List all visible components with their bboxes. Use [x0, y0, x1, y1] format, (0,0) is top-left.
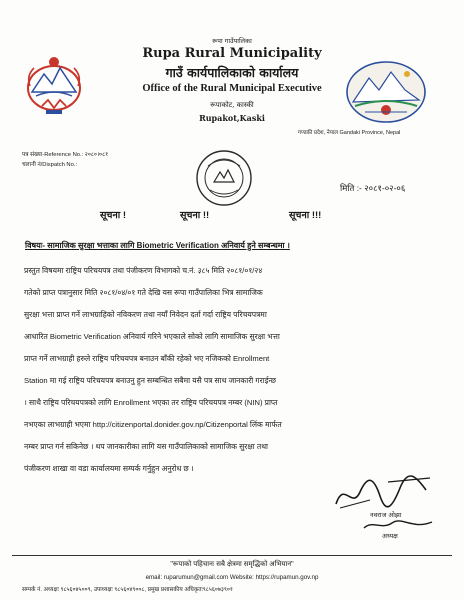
footer-phones: सम्पर्क नं. अध्यक्षः ९८५६०४५००९, उपाध्यक्षः ९८५६०४९००८, प्रमुख प्रशासकीय अधिकृतः९८५६०७३९०१	[22, 587, 233, 593]
reference-number: पत्र संख्या-Reference No.: २०८०।०८१	[22, 152, 109, 158]
municipality-name-en: Rupa Rural Municipality	[142, 46, 322, 61]
notice-word-1: सूचना !	[100, 210, 126, 221]
letter-date: मिति :- २०८१-०२-०६	[340, 183, 406, 193]
body-line: सुरक्षा भत्ता प्राप्त गर्ने लाभग्राहिको नविकरण तथा नयाँ निवेदन दर्ता गर्दा राष्ट्रिय परिचयपत्रमा	[24, 310, 267, 319]
municipality-name-np: गाउँ कार्यपालिकाको कार्यालय	[165, 65, 299, 80]
body-line: नभएका लाभग्राही भएमा http://citizenportal.donider.gov.np/Citizenportal लिंक मार्फत	[24, 420, 282, 429]
body-line: गतेको प्राप्त पत्रानुसार मिति २०८१/०४/०१ गते देखि यस रूपा गाउँपालिका भित्र सामाजिक	[24, 288, 263, 297]
office-name-en: Office of the Rural Municipal Executive	[142, 83, 322, 94]
province-text: गण्डकी प्रदेश, नेपाल Gandaki Province, Nepal	[298, 130, 401, 136]
notice-word-2: सूचना !!	[180, 210, 210, 221]
header-small-nepali: रूपा गाउँपालिका	[212, 37, 252, 45]
body-line: Station मा गई राष्ट्रिय परिचयपत्र बनाउनु हुन सम्बन्धित सबैमा यसै पत्र साथ जानकारी गराईन्छ	[24, 376, 276, 385]
body-line: प्राप्त गर्ने लाभग्राही हरुले राष्ट्रिय परिचयपत्र बनाउन बाँकी रहेको भए नजिकको Enrollment	[24, 354, 270, 363]
footer-contact: email: ruparumun@gmail.com Website: https://rupamun.gov.np	[145, 574, 319, 581]
signature-stamp-icon	[362, 518, 434, 532]
notice-word-3: सूचना !!!	[289, 210, 322, 221]
signer-name: नवराज ओझा	[370, 512, 402, 519]
address-np: रूपाकोट, कास्की	[210, 101, 254, 109]
signer-title: अध्यक्ष	[382, 533, 398, 540]
address-en: Rupakot,Kaski	[199, 113, 265, 123]
footer-slogan: "रूपाको पहिचानः सबै क्षेत्रमा समृद्धिको अभियान"	[170, 561, 294, 568]
body-line: । साथै राष्ट्रिय परिचयपत्रको लागि Enrollment भएका तर राष्ट्रिय परिचयपत्र नम्बर (NIN) प्राप्त	[24, 398, 278, 407]
dispatch-number: चलानी नं/Dispatch No.:	[22, 162, 78, 168]
handwritten-signature	[330, 470, 440, 514]
body-line: प्रस्तुत विषयमा राष्ट्रिय परिचयपत्र तथा पंजीकरण विभागको च.नं. ३८५ मिति २०८१/०१/२४	[24, 266, 263, 275]
body-line: आधारित Biometric Verification अनिवार्य गरिने भएकाले सोको लागि सामाजिक सुरक्षा भत्ता	[24, 332, 280, 341]
subject-line: विषयः- सामाजिक सुरक्षा भत्ताका लागि Biometric Verification अनिवार्य हुने सम्बन्धमा ।	[25, 241, 290, 250]
body-line: नम्बर प्राप्त गर्न सकिनेछ । थप जानकारीका लागि यस गाउँपालिकाको सामाजिक सुरक्षा तथा	[24, 442, 269, 451]
body-line: पंजीकरण शाखा वा वडा कार्यालयमा सम्पर्क गर्नुहुन अनुरोध छ ।	[24, 464, 194, 473]
office-stamp-icon	[194, 148, 254, 208]
footer-divider	[12, 555, 452, 556]
nepal-emblem-icon	[22, 48, 86, 118]
